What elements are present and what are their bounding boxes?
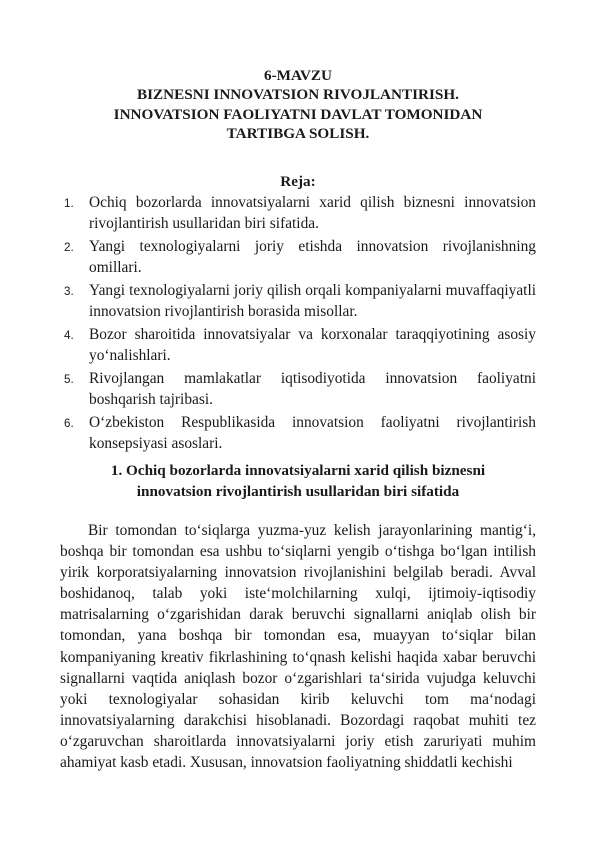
plan-item-text: Bozor sharoitida innovatsiyalar va korxonalar taraqqiyotining asosiy yo‘nalishlari. xyxy=(89,326,536,364)
plan-item-number: 4. xyxy=(64,329,74,342)
plan-item-text: Yangi texnologiyalarni joriy etishda innovatsion rivojlanishning omillari. xyxy=(89,238,536,276)
plan-item-text: Yangi texnologiyalarni joriy qilish orqali kompaniyalarni muvaffaqiyatli innovatsion rivojlantirish borasida misollar. xyxy=(89,282,536,320)
section-heading-line: 1. Ochiq bozorlarda innovatsiyalarni xarid qilish biznesni xyxy=(110,462,486,479)
plan-item-number: 5. xyxy=(64,373,74,386)
section-heading-line: innovatsion rivojlantirish usullaridan biri sifatida xyxy=(136,483,460,500)
plan-item xyxy=(64,412,536,454)
plan-item xyxy=(64,368,536,410)
title-line: TARTIBGA SOLISH. xyxy=(226,125,370,143)
plan-item-text: Rivojlangan mamlakatlar iqtisodiyotida innovatsion faoliyatni boshqarish tajribasi. xyxy=(89,370,536,408)
title-line-topic-number: 6-MAVZU xyxy=(263,67,333,84)
plan-item-number: 3. xyxy=(64,285,74,298)
title-line: INNOVATSION FAOLIYATNI DAVLAT TOMONIDAN xyxy=(113,105,483,123)
topic-title xyxy=(60,66,536,144)
plan-heading: Reja: xyxy=(280,173,316,190)
plan-item-number: 2. xyxy=(64,241,74,254)
title-line: BIZNESNI INNOVATSION RIVOJLANTIRISH. xyxy=(137,86,459,104)
plan-item xyxy=(64,192,536,234)
plan-item xyxy=(64,236,536,278)
section-heading xyxy=(60,460,536,502)
plan-list xyxy=(64,192,536,456)
body-paragraph: Bir tomondan to‘siqlarga yuzma-yuz kelish jarayonlarining mantig‘i, boshqa bir tomondan esa ushbu to‘siqlarni yengib o‘tishga bo‘lgan intilish yirik korporatsiyalarning innovatsion rivojlanishini belgilab beradi. Avval boshidanoq, talab yoki iste‘molchilarning xulqi, ijtimoiy-iqtisodiy matrisalarning o‘zgarishidan darak beruvchi signallarni aniqlab olish bir tomondan, yana boshqa bir tomondan esa, muayyan to‘siqlar bilan kompaniyaning kreativ fikrlashining to‘qnash kelishi haqida xabar beruvchi signallarni vaqtida aniqlash bozor o‘zgarishlari ta‘sirida vujudga keluvchi yoki texnologiyalar sohasidan kirib keluvchi tom ma‘nodagi innovatsiyalarning darakchisi hisoblanadi. Bozordagi raqobat muhiti tez o‘zgaruvchan sharoitlarda innovatsiyalarni joriy etish zaruriyati muhim ahamiyat kasb etadi. Xususan, innovatsion faoliyatning shiddatli kechishi xyxy=(60,522,536,772)
plan-item xyxy=(64,324,536,366)
plan-item-text: Ochiq bozorlarda innovatsiyalarni xarid qilish biznesni innovatsion rivojlantirish usullaridan biri sifatida. xyxy=(89,194,536,232)
plan-item-number: 6. xyxy=(64,417,74,430)
plan-item-text: O‘zbekiston Respublikasida innovatsion faoliyatni rivojlantirish konsepsiyasi asoslari. xyxy=(89,414,536,452)
plan-item xyxy=(64,280,536,322)
plan-item-number: 1. xyxy=(64,197,74,210)
